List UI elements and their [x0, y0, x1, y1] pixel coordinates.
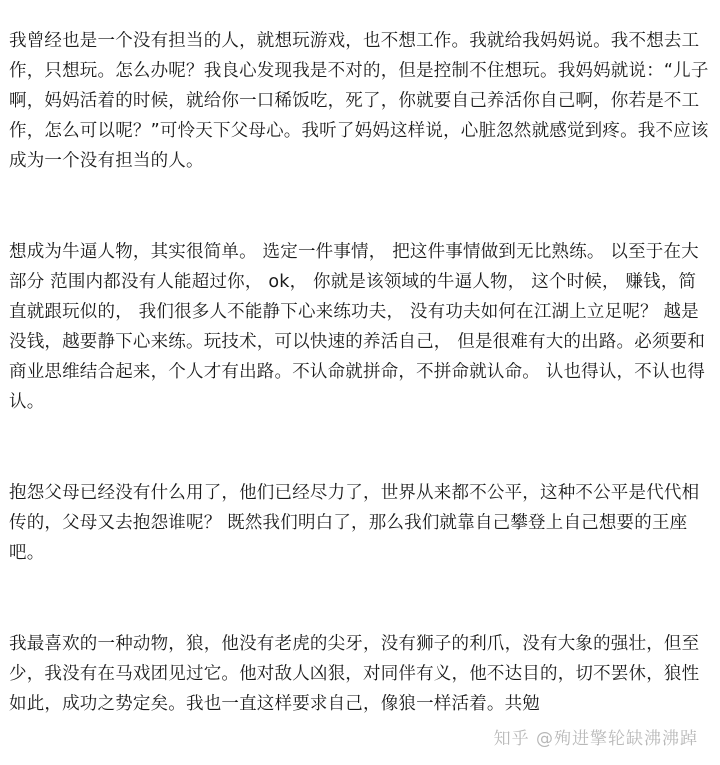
- zhihu-watermark: 知乎 @殉进擎轮缺沸沸踔: [493, 729, 698, 749]
- paragraph-2: 想成为牛逼人物，其实很简单。 选定一件事情， 把这件事情做到无比熟练。 以至于在大部分 范围内都没有人能超过你， ok， 你就是该领域的牛逼人物， 这个时候， 赚钱，简直就跟玩似的， 我们很多人不能静下心来练功夫， 没有功夫如何在江湖上立足呢？ 越是没钱，越要静下心来练。玩技术，可以快速的养活自己， 但是很难有大的出路。必须要和商业思维结合起来，个人才有出路。不认命就拼命，不拼命就认命。 认也得认，不认也得认。: [9, 242, 706, 412]
- paragraph-1: 我曾经也是一个没有担当的人，就想玩游戏，也不想工作。我就给我妈妈说。我不想去工作，只想玩。怎么办呢？我良心发现我是不对的，但是控制不住想玩。我妈妈就说：“儿子啊，妈妈活着的时候，就给你一口稀饭吃，死了，你就要自己养活你自己啊，你若是不工作，怎么可以呢？”可怜天下父母心。我听了妈妈这样说，心脏忽然就感觉到疼。我不应该成为一个没有担当的人。: [9, 31, 709, 171]
- paragraph-4: 我最喜欢的一种动物，狼，他没有老虎的尖牙，没有狮子的利爪，没有大象的强壮，但至少，我没有在马戏团见过它。他对敌人凶狠，对同伴有义，他不达目的，切不罢休，狼性如此，成功之势定矣。我也一直这样要求自己，像狼一样活着。共勉: [9, 634, 700, 714]
- article-body: [9, 26, 713, 719]
- paragraph-3: 抱怨父母已经没有什么用了，他们已经尽力了，世界从来都不公平，这种不公平是代代相传的，父母又去抱怨谁呢？ 既然我们明白了，那么我们就靠自己攀登上自己想要的王座吧。: [9, 483, 700, 563]
